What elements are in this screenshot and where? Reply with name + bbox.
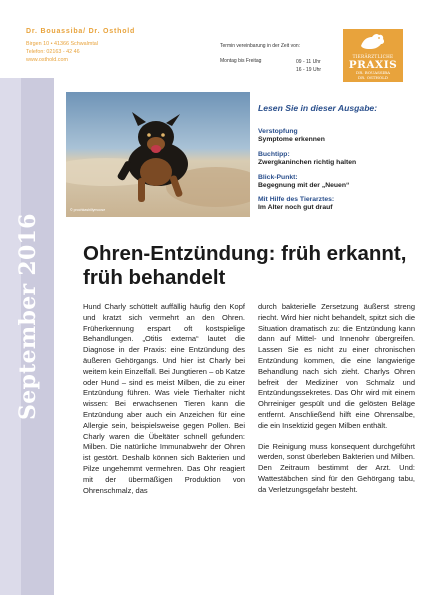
photo-credit: © prochkasbillymoose [70,208,106,212]
topic-title: Mit Hilfe des Tierarztes: [258,196,335,203]
topic-subtitle: Zwergkaninchen richtig halten [258,159,357,166]
animal-silhouette-icon [359,32,387,52]
contents-topic[interactable] [258,151,408,166]
hours-morning: 09 - 11 Uhr [296,59,321,65]
hours-evening: 16 - 19 Uhr [296,67,322,73]
practice-phone: Telefon: 02163 - 42 46 [26,49,80,55]
practice-logo [343,29,403,82]
issue-month: September 2016 [15,213,41,420]
contents-topic[interactable] [258,174,408,189]
logo-line-3: DR. BOUASSIBA [355,70,390,75]
article-paragraph: durch bakterielle Zersetzung äußerst streng riecht. Wird hier nicht behandelt, spitzt sich die Situation dramatisch zu: die Entzündung kann dann auf Mittel- und Innenohr übergreifen. Lassen Sie es nicht zu einer chronischen Entzündung kommen, die eine langwierige Behandlung nach sich zieht. Charlys Ohren befreit der Mediziner von Schmalz und Entzündungssekretes. Das Ohr wird mit einem Ohrreiniger gespült und die gelösten Beläge entfernt. Anschließend hilft eine Ohrensalbe, die ein Insektizid gegen Milben enthält. [258,302,415,430]
newsletter-header [0,0,421,78]
contents-title: Lesen Sie in dieser Ausgabe: [258,103,378,113]
article-paragraph: Hund Charly schüttelt auffällig häufig den Kopf und kratzt sich vermehrt an den Ohren. Früherkennung erspart oft kostspielige Behandlungen. „Otitis externa“ lautet die Diagnose in der Praxis: eine Entzündung des äußeren Gehörgangs. Und hier ist Charly bei weitem kein Einzelfall. Bei Jungtieren – ob Katze oder Hund – sind es meist Milben, die zu einer Entzündung führen. Was viele Tierhalter nicht wissen: Bei erwachsenen Tieren kann die Entzündung aber auch ein Anzeichen für eine Allergie sein, beispielsweise gegen Pollen. Bei Charly waren die Übeltäter schnell gefunden: Milben. Die natürliche Immunabwehr der Ohren ist gestört. Deshalb können sich Bakterien und Pilze ungehemmt vermehren. Das Ohr reagiert mit der übermäßigen Produktion von Ohrenschmalz, das [83,302,245,495]
practice-website[interactable]: www.osthold.com [26,57,68,63]
topic-title: Blick-Punkt: [258,174,298,181]
contents-topic[interactable] [258,128,408,143]
topic-subtitle: Begegnung mit der „Neuen“ [258,182,350,189]
hours-times [296,58,321,74]
logo-line-1: TIERÄRZTLICHE [352,54,394,59]
article-headline: Ohren-Entzündung: früh erkannt, früh behandelt [83,242,407,289]
practice-address: Birgen 10 • 41366 Schwalmtal [26,41,99,47]
hours-title: Termin vereinbarung in der Zeit von: [220,43,301,49]
topic-subtitle: Symptome erkennen [258,136,325,143]
logo-line-4: DR. OSTHOLD [357,75,389,80]
contents-topic[interactable] [258,196,408,211]
article-column-right [258,302,415,506]
article-paragraph: Die Reinigung muss konsequent durchgeführt werden, sonst überleben Bakterien und Milben. Den Zeitraum bestimmt der Arzt. Und: Wattestäbchen sind für den Gehörgang tabu, da Verletzungsgefahr besteht. [258,441,415,494]
topic-title: Verstopfung [258,128,298,135]
practice-name: Dr. Bouassiba/ Dr. Osthold [26,28,136,35]
dog-photo-illustration [66,92,250,217]
dog-photo [66,92,250,217]
logo-line-2: PRAXIS [348,59,398,71]
topic-title: Buchtipp: [258,151,290,158]
hours-days: Montag bis Freitag [220,58,262,64]
topic-subtitle: Im Alter noch gut drauf [258,204,333,211]
article-column-left [83,302,245,506]
